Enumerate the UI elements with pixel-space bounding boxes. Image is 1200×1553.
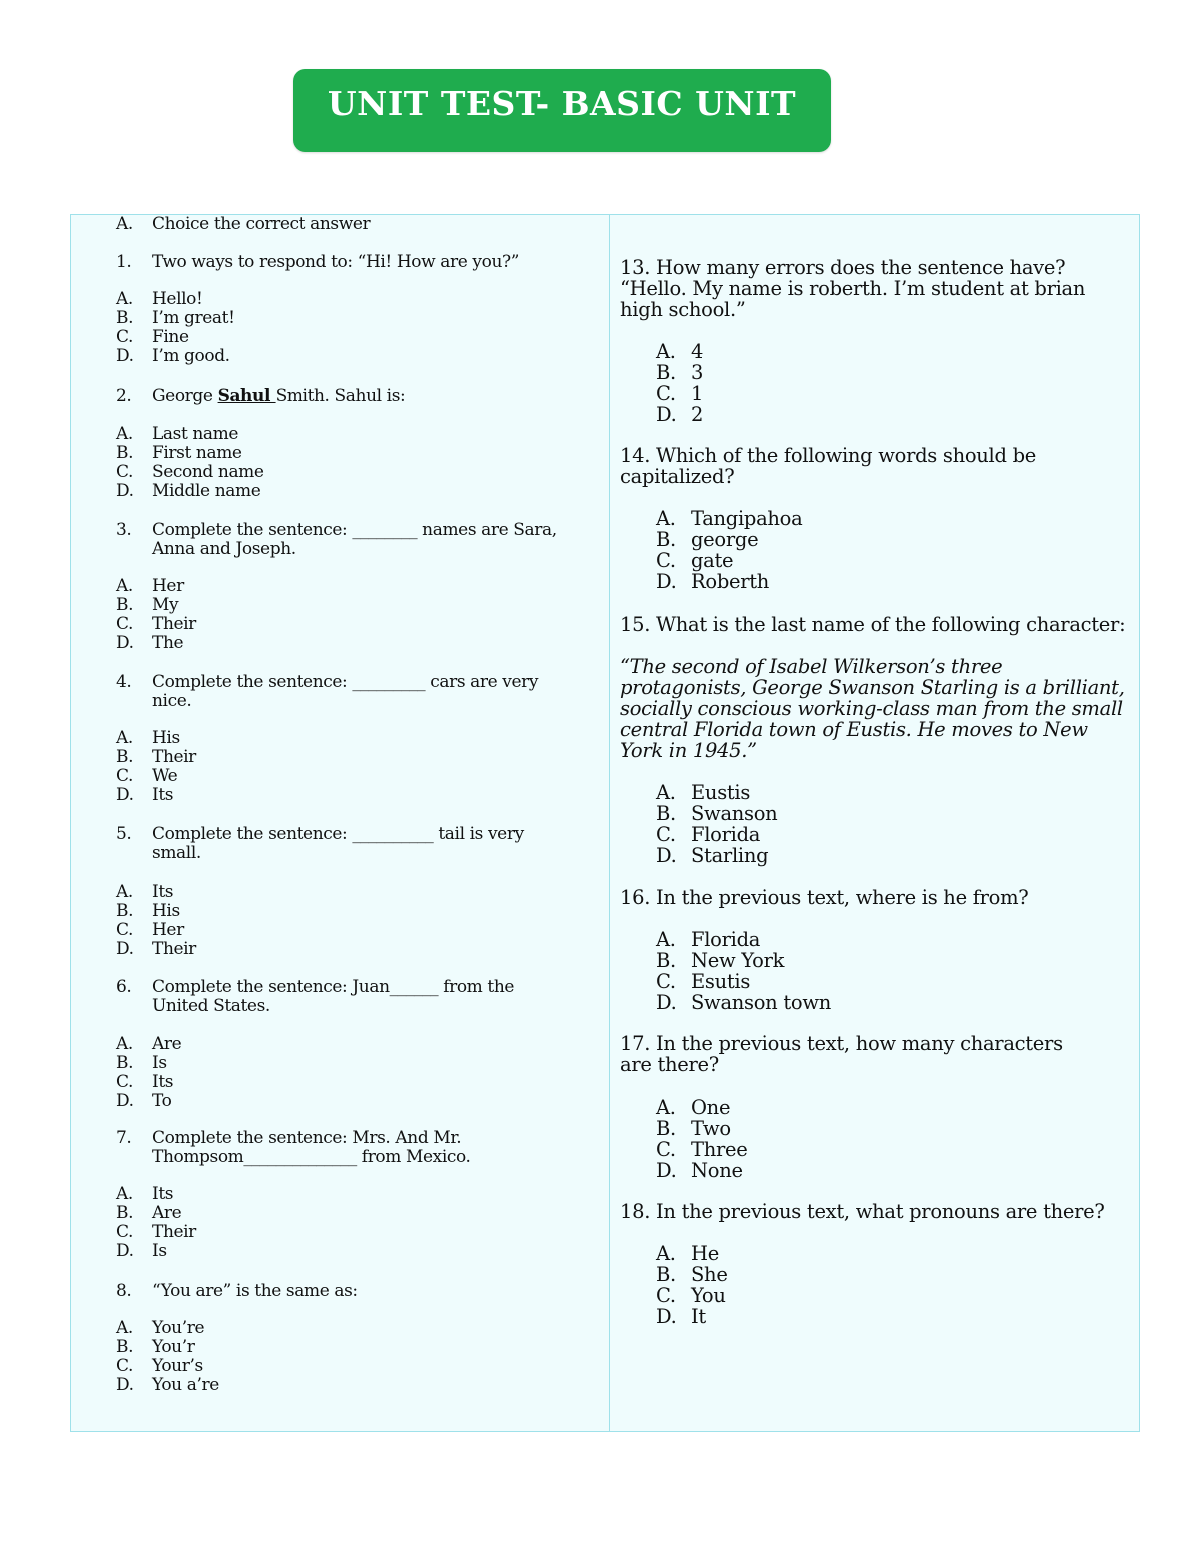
- question-number: 6.: [116, 977, 132, 997]
- option[interactable]: D. I’m good.: [116, 346, 230, 366]
- title-banner: [293, 69, 831, 152]
- option[interactable]: A. One: [656, 1096, 731, 1119]
- left-column: [71, 215, 609, 1431]
- question-text: Complete the sentence: ________ names are Sara, Anna and Joseph.: [152, 520, 557, 559]
- question-number: 7.: [116, 1128, 132, 1148]
- option[interactable]: C. Her: [116, 920, 184, 940]
- question-16: 16. In the previous text, where is he from?: [620, 886, 1029, 909]
- question-1-options: [116, 290, 235, 366]
- question-number: 8.: [116, 1281, 132, 1301]
- option[interactable]: A. You’re: [116, 1318, 205, 1338]
- question-text: Complete the sentence: __________ tail is very small.: [152, 824, 524, 863]
- option[interactable]: B. I’m great!: [116, 308, 235, 328]
- option[interactable]: B. His: [116, 901, 180, 921]
- question-2: [71, 387, 591, 406]
- question-8-options: [116, 1319, 219, 1395]
- option[interactable]: C. Their: [116, 614, 196, 634]
- option[interactable]: B. Their: [116, 747, 196, 767]
- option[interactable]: C. Their: [116, 1222, 196, 1242]
- question-17: 17. In the previous text, how many characters are there?: [620, 1032, 1063, 1076]
- option[interactable]: B. george: [656, 528, 759, 551]
- option[interactable]: A. 4: [656, 340, 704, 363]
- question-15-quote: “The second of Isabel Wilkerson’s three protagonists, George Swanson Starling is a brilliant, socially conscious working-class man from the small central Florida town of Eustis. He moves to New York in 1945.”: [620, 655, 1125, 762]
- option[interactable]: B. My: [116, 595, 179, 615]
- option[interactable]: A. Its: [116, 1184, 174, 1204]
- option[interactable]: D. Swanson town: [656, 991, 831, 1014]
- page-title: UNIT TEST- BASIC UNIT: [327, 84, 797, 123]
- option[interactable]: D. None: [656, 1159, 743, 1182]
- option[interactable]: C. Three: [656, 1138, 748, 1161]
- question-14-options: [656, 508, 802, 592]
- option[interactable]: C. Second name: [116, 462, 264, 482]
- question-text: Complete the sentence: Mrs. And Mr. Thompsom______________ from Mexico.: [152, 1128, 471, 1167]
- question-text: Complete the sentence: _________ cars are very nice.: [152, 672, 539, 711]
- question-13-options: [656, 341, 703, 425]
- option[interactable]: D. 2: [656, 403, 704, 426]
- option[interactable]: D. To: [116, 1091, 172, 1111]
- option[interactable]: B. Are: [116, 1203, 182, 1223]
- column-divider: [609, 215, 610, 1431]
- question-4: [71, 673, 576, 711]
- question-1: [71, 253, 591, 272]
- option[interactable]: A. Eustis: [656, 781, 751, 804]
- question-14: 14. Which of the following words should be capitalized?: [620, 444, 1037, 488]
- option[interactable]: B. You’r: [116, 1337, 195, 1357]
- underlined-word: Sahul: [217, 386, 276, 406]
- option[interactable]: C. 1: [656, 382, 704, 405]
- option[interactable]: A. Florida: [656, 928, 761, 951]
- question-4-options: [116, 729, 196, 805]
- option[interactable]: B. Swanson: [656, 802, 778, 825]
- question-18: 18. In the previous text, what pronouns are there?: [620, 1200, 1105, 1223]
- question-number: 1.: [116, 252, 132, 272]
- option[interactable]: D. It: [656, 1305, 706, 1328]
- option[interactable]: D. Starling: [656, 844, 769, 867]
- right-column: [611, 215, 1139, 1431]
- question-8: [71, 1282, 591, 1301]
- question-3: [71, 521, 586, 559]
- question-15: 15. What is the last name of the following character:: [620, 613, 1126, 636]
- question-7: [71, 1129, 541, 1167]
- option[interactable]: D. Roberth: [656, 570, 770, 593]
- question-2-options: [116, 425, 264, 501]
- option[interactable]: C. gate: [656, 549, 734, 572]
- option[interactable]: D. Middle name: [116, 481, 261, 501]
- option[interactable]: C. Fine: [116, 327, 189, 347]
- section-heading: [71, 215, 370, 234]
- question-number: 3.: [116, 520, 132, 540]
- option[interactable]: C. Its: [116, 1072, 174, 1092]
- option[interactable]: C. You: [656, 1284, 726, 1307]
- option[interactable]: A. He: [656, 1242, 719, 1265]
- option[interactable]: A. His: [116, 728, 180, 748]
- question-number: 2.: [116, 386, 132, 406]
- question-text: George Sahul Smith. Sahul is:: [152, 386, 406, 406]
- option[interactable]: D. Is: [116, 1241, 167, 1261]
- option[interactable]: D. You a’re: [116, 1375, 219, 1395]
- option[interactable]: A. Its: [116, 882, 174, 902]
- section-heading-text: Choice the correct answer: [152, 214, 371, 234]
- question-13: 13. How many errors does the sentence have? “Hello. My name is roberth. I’m student at brian high school.”: [620, 256, 1086, 321]
- option[interactable]: D. Its: [116, 785, 174, 805]
- option[interactable]: B. 3: [656, 361, 704, 384]
- question-text: “You are” is the same as:: [152, 1281, 358, 1301]
- option[interactable]: A. Are: [116, 1034, 182, 1054]
- question-6: [71, 978, 571, 1016]
- option[interactable]: B. She: [656, 1263, 728, 1286]
- option[interactable]: C. Your’s: [116, 1356, 203, 1376]
- question-17-options: [656, 1097, 747, 1181]
- option[interactable]: B. Two: [656, 1117, 731, 1140]
- question-3-options: [116, 577, 196, 653]
- option[interactable]: A. Her: [116, 576, 184, 596]
- option[interactable]: C. Esutis: [656, 970, 751, 993]
- question-number: 5.: [116, 824, 132, 844]
- section-letter: A.: [116, 214, 133, 234]
- question-text: Two ways to respond to: “Hi! How are you?”: [152, 252, 519, 272]
- question-7-options: [116, 1185, 196, 1261]
- test-sheet: [70, 214, 1140, 1432]
- question-16-options: [656, 929, 831, 1013]
- option[interactable]: C. Florida: [656, 823, 761, 846]
- question-15-options: [656, 782, 777, 866]
- option[interactable]: C. We: [116, 766, 178, 786]
- option[interactable]: B. Is: [116, 1053, 167, 1073]
- question-6-options: [116, 1035, 181, 1111]
- question-text: Complete the sentence: Juan______ from the United States.: [152, 977, 515, 1016]
- question-5-options: [116, 883, 196, 959]
- option[interactable]: D. Their: [116, 939, 196, 959]
- question-5: [71, 825, 571, 863]
- question-number: 4.: [116, 672, 132, 692]
- option[interactable]: B. New York: [656, 949, 785, 972]
- option[interactable]: A. Tangipahoa: [656, 507, 803, 530]
- option[interactable]: A. Hello!: [116, 289, 203, 309]
- question-18-options: [656, 1243, 728, 1327]
- option[interactable]: A. Last name: [116, 424, 239, 444]
- option[interactable]: D. The: [116, 633, 184, 653]
- option[interactable]: B. First name: [116, 443, 242, 463]
